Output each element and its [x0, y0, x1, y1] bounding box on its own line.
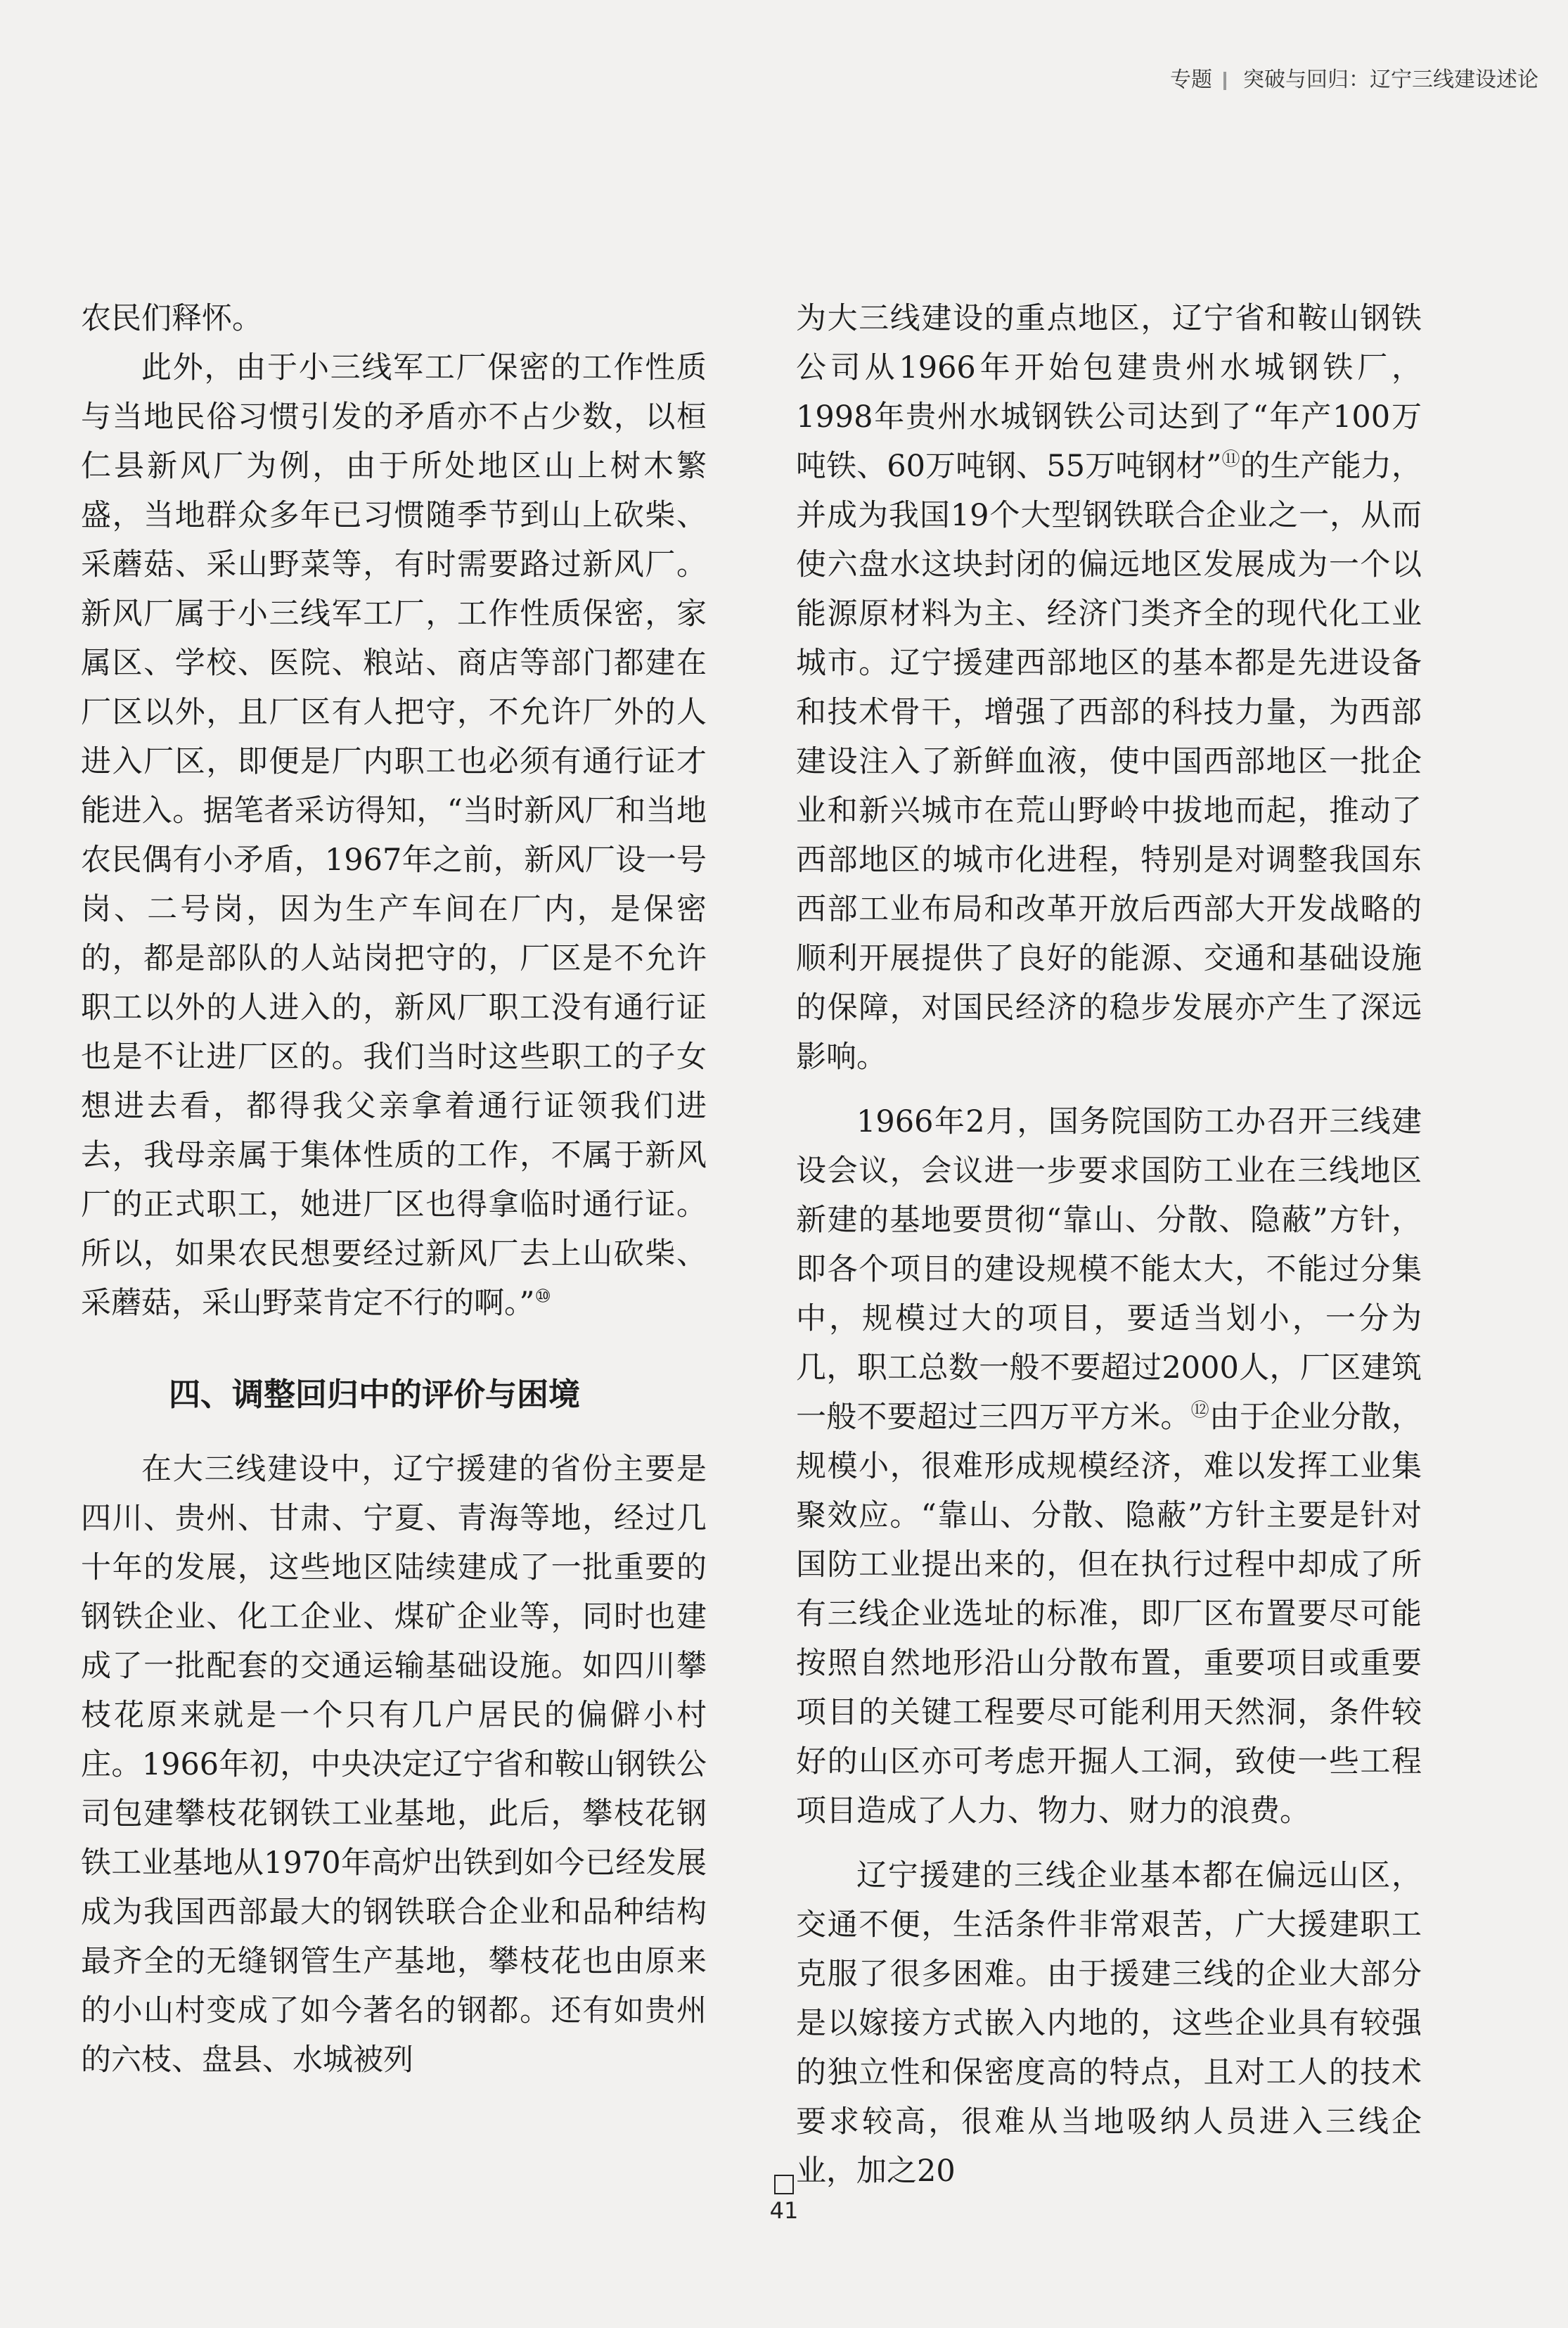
page-footer	[0, 2175, 1568, 2224]
header-divider	[1223, 72, 1226, 90]
left-paragraph-3: 在大三线建设中，辽宁援建的省份主要是四川、贵州、甘肃、宁夏、青海等地，经过几十年的发展，这些地区陆续建成了一批重要的钢铁企业、化工企业、煤矿企业等，同时也建成了一批配套的交通运输基础设施。如四川攀枝花原来就是一个只有几户居民的偏僻小村庄。1966年初，中央决定辽宁省和鞍山钢铁公司包建攀枝花钢铁工业基地，此后，攀枝花钢铁工业基地从1970年高炉出铁到如今已经发展成为我国西部最大的钢铁联合企业和品种结构最齐全的无缝钢管生产基地，攀枝花也由原来的小山村变成了如今著名的钢都。还有如贵州的六枝、盘县、水城被列	[81, 1452, 707, 2078]
right-paragraph-1-text-b: 的生产能力，并成为我国19个大型钢铁联合企业之一，从而使六盘水这块封闭的偏远地区发展成为一个以能源原材料为主、经济门类齐全的现代化工业城市。辽宁援建西部地区的基本都是先进设备和技术骨干，增强了西部的科技力量，为西部建设注入了新鲜血液，使中国西部地区一批企业和新兴城市在荒山野岭中拔地而起，推动了西部地区的城市化进程，特别是对调整我国东西部工业布局和改革开放后西部大开发战略的顺利开展提供了良好的能源、交通和基础设施的保障，对国民经济的稳步发展亦产生了深远影响。	[796, 449, 1422, 1075]
right-paragraph-2-text-b: 由于企业分散，规模小，很难形成规模经济，难以发挥工业集聚效应。“靠山、分散、隐蔽”方针主要是针对国防工业提出来的，但在执行过程中却成了所有三线企业选址的标准，即厂区布置要尽可能按照自然地形沿山分散布置，重要项目或重要项目的关键工程要尽可能利用天然洞，条件较好的山区亦可考虑开掘人工洞，致使一些工程项目造成了人力、物力、财力的浪费。	[796, 1400, 1422, 1829]
header-title: 突破与回归：辽宁三线建设述论	[1243, 68, 1538, 92]
left-column	[81, 294, 707, 2085]
right-paragraph-3: 辽宁援建的三线企业基本都在偏远山区，交通不便，生活条件非常艰苦，广大援建职工克服了很多困难。由于援建三线的企业大部分是以嫁接方式嵌入内地的，这些企业具有较强的独立性和保密度高的特点，且对工人的技术要求较高，很难从当地吸纳人员进入三线企业，加之20	[796, 1858, 1422, 2189]
left-paragraph-2	[81, 343, 707, 1328]
right-paragraph-1-text-a: 为大三线建设的重点地区，辽宁省和鞍山钢铁公司从1966年开始包建贵州水城钢铁厂，1998年贵州水城钢铁公司达到了“年产100万吨铁、60万吨钢、55万吨钢材”	[796, 301, 1422, 484]
footnote-ref-11: ⑪	[1221, 449, 1240, 471]
left-paragraph-2-text: 此外，由于小三线军工厂保密的工作性质与当地民俗习惯引发的矛盾亦不占少数，以桓仁县新风厂为例，由于所处地区山上树木繁盛，当地群众多年已习惯随季节到山上砍柴、采蘑菇、采山野菜等，有时需要路过新风厂。新风厂属于小三线军工厂，工作性质保密，家属区、学校、医院、粮站、商店等部门都建在厂区以外，且厂区有人把守，不允许厂外的人进入厂区，即便是厂内职工也必须有通行证才能进入。据笔者采访得知，“当时新风厂和当地农民偶有小矛盾，1967年之前，新风厂设一号岗、二号岗，因为生产车间在厂内，是保密的，都是部队的人站岗把守的，厂区是不允许职工以外的人进入的，新风厂职工没有通行证也是不让进厂区的。我们当时这些职工的子女想进去看，都得我父亲拿着通行证领我们进去，我母亲属于集体性质的工作，不属于新风厂的正式职工，她进厂区也得拿临时通行证。所以，如果农民想要经过新风厂去上山砍柴、采蘑菇，采山野菜肯定不行的啊。”	[81, 350, 707, 1321]
header-section: 专题	[1170, 68, 1212, 92]
section-heading: 四、调整回归中的评价与困境	[169, 1376, 581, 1413]
running-header	[1170, 62, 1538, 93]
page-marker-box	[774, 2175, 794, 2194]
footnote-ref-10: ⑩	[534, 1286, 551, 1307]
page-number: 41	[769, 2197, 799, 2224]
right-paragraph-2-text-a: 1966年2月，国务院国防工办召开三线建设会议，会议进一步要求国防工业在三线地区新建的基地要贯彻“靠山、分散、隐蔽”方针，即各个项目的建设规模不能太大，不能过分集中，规模过大的项目，要适当划小，一分为几，职工总数一般不要超过2000人，厂区建筑一般不要超过三四万平方米。	[796, 1104, 1422, 1435]
right-paragraph-1	[796, 294, 1422, 1082]
left-paragraph-1: 农民们释怀。	[81, 301, 262, 336]
right-column	[796, 294, 1422, 2196]
right-paragraph-2	[796, 1097, 1422, 1836]
footnote-ref-12: ⑫	[1190, 1400, 1209, 1421]
